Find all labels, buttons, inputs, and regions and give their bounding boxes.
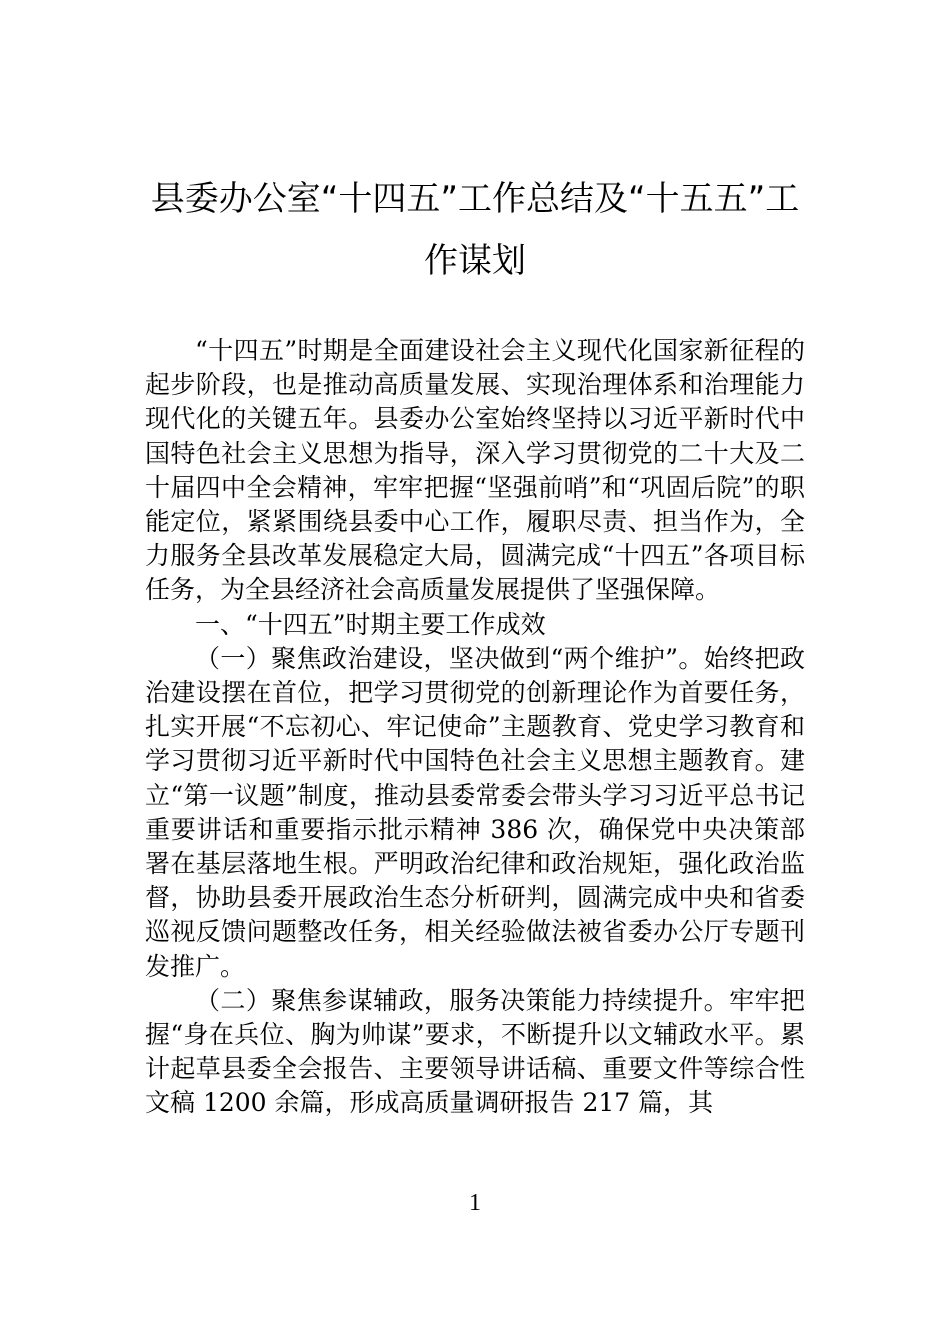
- section-heading: 一、“十四五”时期主要工作成效: [195, 609, 546, 639]
- document-title: 县委办公室“十四五”工作总结及“十五五”工作谋划: [150, 179, 800, 281]
- page-number: 1: [469, 1190, 481, 1216]
- subsection-paragraph-1: （一）聚焦政治建设，坚决做到“两个维护”。始终把政治建设摆在首位，把学习贯彻党的创新理论作为首要任务，扎实开展“不忘初心、牢记使命”主题教育、党史学习教育和学习贯彻习近平新时代中国特色社会主义思想主题教育。建立“第一议题”制度，推动县委常委会带头学习习近平总书记重要讲话和重要指示批示精神 386 次，确保党中央决策部署在基层落地生根。严明政治纪律和政治规矩，强化政治监督，协助县委开展政治生态分析研判，圆满完成中央和省委巡视反馈问题整改任务，相关经验做法被省委办公厅专题刊发推广。: [145, 643, 805, 981]
- document-body: [145, 334, 805, 1121]
- intro-paragraph: “十四五”时期是全面建设社会主义现代化国家新征程的起步阶段，也是推动高质量发展、实现治理体系和治理能力现代化的关键五年。县委办公室始终坚持以习近平新时代中国特色社会主义思想为指导，深入学习贯彻党的二十大及二十届四中全会精神，牢牢把握“坚强前哨”和“巩固后院”的职能定位，紧紧围绕县委中心工作，履职尽责、担当作为，全力服务全县改革发展稳定大局，圆满完成“十四五”各项目标任务，为全县经济社会高质量发展提供了坚强保障。: [145, 336, 805, 605]
- subsection-paragraph-2: （二）聚焦参谋辅政，服务决策能力持续提升。牢牢把握“身在兵位、胸为帅谋”要求，不断提升以文辅政水平。累计起草县委全会报告、主要领导讲话稿、重要文件等综合性文稿 1200 余篇，形成高质量调研报告 217 篇，其: [145, 985, 805, 1118]
